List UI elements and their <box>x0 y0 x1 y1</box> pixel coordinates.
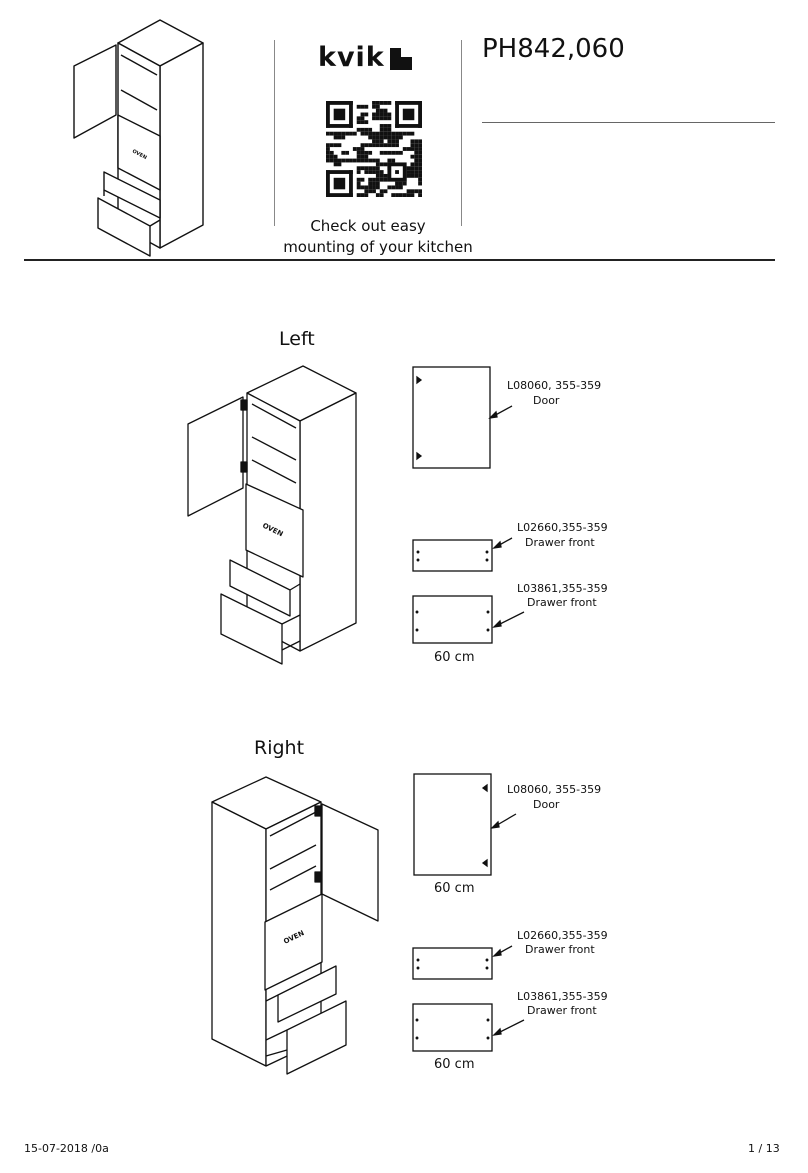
product-code: PH842,060 <box>482 34 625 64</box>
left-drawer1-code: L02660,355-359 <box>517 521 608 534</box>
section-title-right: Right <box>254 737 305 759</box>
left-oven-text: OVEN <box>261 521 285 539</box>
section-title-left: Left <box>279 328 315 350</box>
qr-caption-line1: Check out easy <box>310 217 426 235</box>
right-drawer2-label: Drawer front <box>527 1004 597 1017</box>
brand-wordmark: kvik <box>318 42 385 73</box>
right-width-label: 60 cm <box>434 1057 475 1072</box>
footer-date-revision: 15-07-2018 /0a <box>24 1142 109 1155</box>
left-drawer1-label: Drawer front <box>525 536 595 549</box>
right-door-label: Door <box>533 798 560 811</box>
footer-page-number: 1 / 13 <box>748 1142 780 1155</box>
left-door-label: Door <box>533 394 560 407</box>
right-drawer1-code: L02660,355-359 <box>517 929 608 942</box>
right-door-width-label: 60 cm <box>434 881 475 896</box>
left-drawer2-code: L03861,355-359 <box>517 582 608 595</box>
right-drawer1-label: Drawer front <box>525 943 595 956</box>
header-oven-text: OVEN <box>131 148 148 162</box>
left-width-label: 60 cm <box>434 650 475 665</box>
left-drawer2-label: Drawer front <box>527 596 597 609</box>
right-drawer2-code: L03861,355-359 <box>517 990 608 1003</box>
right-oven-text: OVEN <box>282 929 306 946</box>
qr-caption-line2: mounting of your kitchen <box>283 238 473 256</box>
left-door-code: L08060, 355-359 <box>507 379 602 392</box>
right-door-code: L08060, 355-359 <box>507 783 602 796</box>
